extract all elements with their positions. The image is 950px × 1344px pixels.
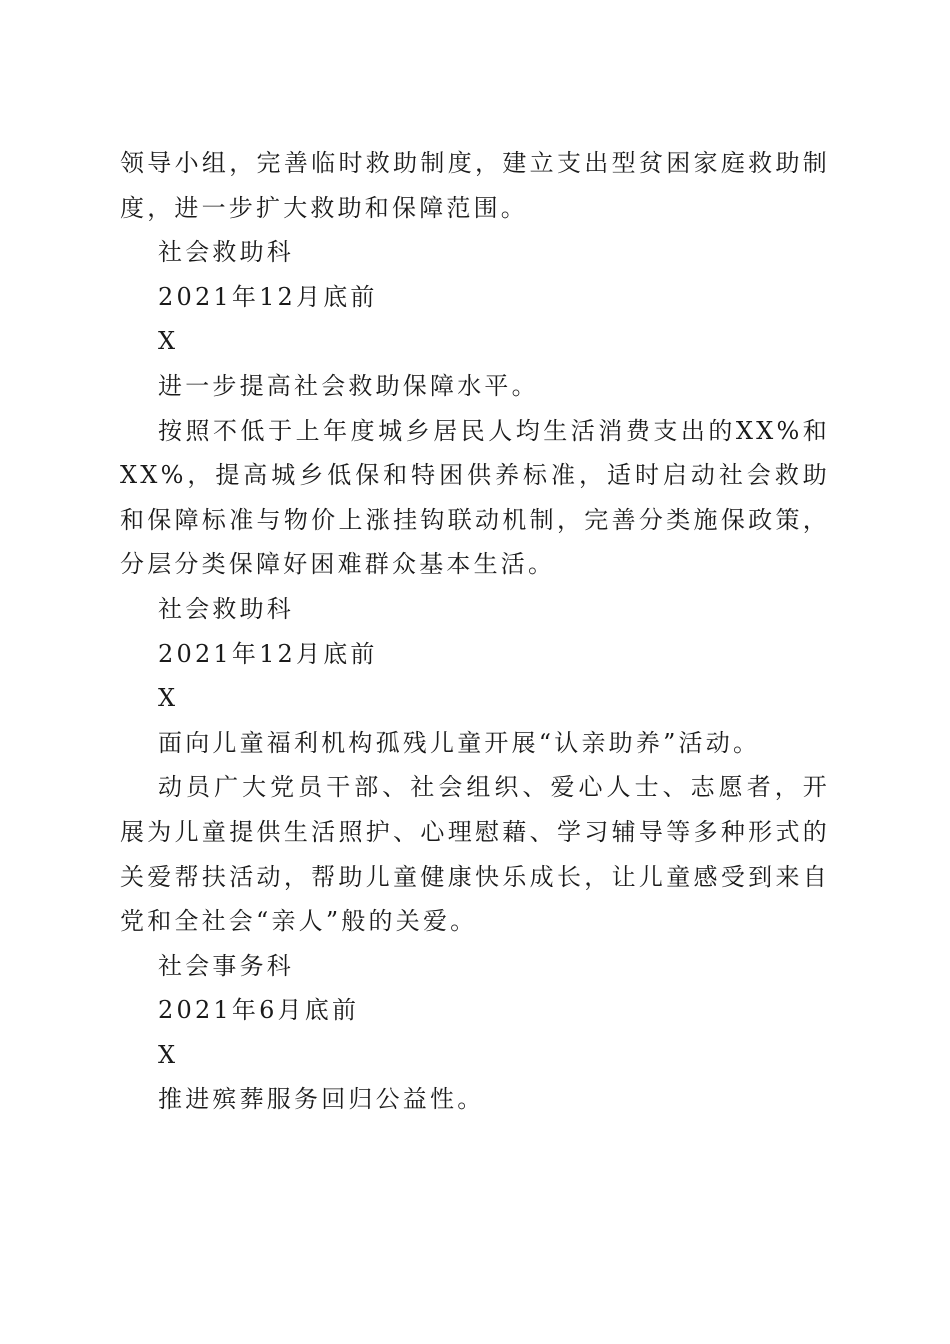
- responsible-person: X: [158, 1040, 179, 1069]
- responsible-person: X: [158, 327, 179, 356]
- deadline: 2021年12月底前: [158, 639, 378, 668]
- responsible-person: X: [158, 684, 179, 713]
- task-title: 面向儿童福利机构孤残儿童开展“认亲助养”活动。: [158, 728, 761, 757]
- responsible-department: 社会事务科: [158, 951, 294, 980]
- paragraph-continued-text: 领导小组，完善临时救助制度，建立支出型贫困家庭救助制度，进一步扩大救助和保障范围。: [120, 149, 830, 222]
- task-title: 推进殡葬服务回归公益性。: [158, 1085, 485, 1114]
- responsible-department: 社会救助科: [158, 594, 294, 623]
- document-body: [120, 141, 830, 1122]
- responsible-department: 社会救助科: [158, 238, 294, 267]
- task-description: 动员广大党员干部、社会组织、爱心人士、志愿者，开展为儿童提供生活照护、心理慰藉、学习辅导等多种形式的关爱帮扶活动，帮助儿童健康快乐成长，让儿童感受到来自党和全社会“亲人”般的关爱。: [120, 773, 830, 936]
- deadline: 2021年12月底前: [158, 282, 378, 311]
- task-title: 进一步提高社会救助保障水平。: [158, 371, 539, 400]
- task-description: 按照不低于上年度城乡居民人均生活消费支出的XX%和XX%，提高城乡低保和特困供养标准，适时启动社会救助和保障标准与物价上涨挂钩联动机制，完善分类施保政策，分层分类保障好困难群众基本生活。: [120, 416, 830, 579]
- deadline: 2021年6月底前: [158, 996, 360, 1025]
